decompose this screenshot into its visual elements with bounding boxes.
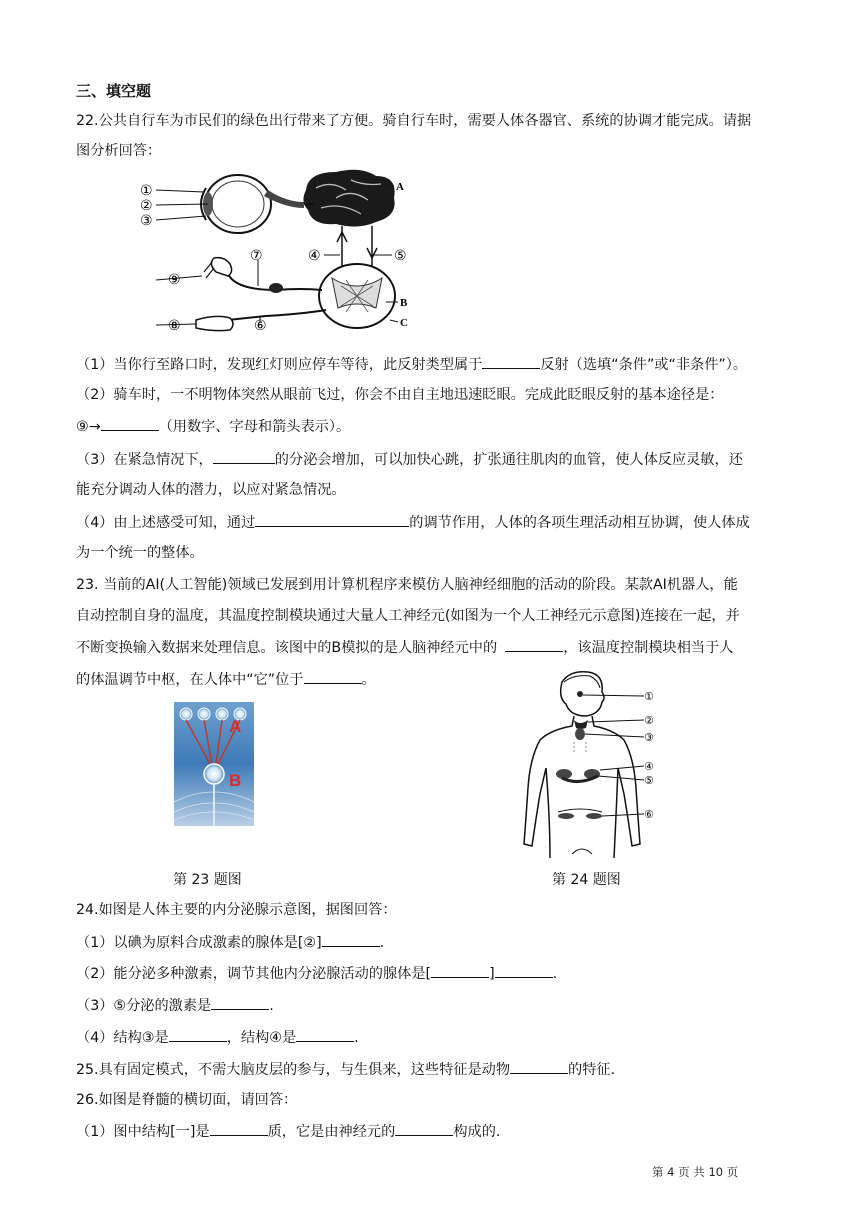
fig23-label-A: A — [229, 717, 242, 736]
q22-part4-line2: 为一个统一的整体。 — [76, 545, 204, 561]
fig24-label-6: ⑥ — [644, 808, 654, 821]
fig24-label-1: ① — [644, 690, 654, 703]
fig22-label-6: ⑥ — [254, 318, 267, 334]
q24-part4: （4）结构③是 ，结构④是 . — [76, 1027, 788, 1048]
fig22-label-C: C — [400, 317, 408, 329]
fig24-label-4: ④ — [644, 760, 654, 773]
fig24-label-3: ③ — [644, 731, 654, 744]
q22-part4-line1: （4）由上述感受可知，通过 的调节作用，人体的各项生理活动相互协调，使人体成 — [76, 512, 788, 533]
q22-part3-line1: （3）在紧急情况下， 的分泌会增加，可以加快心跳，扩张通往肌肉的血管，使人体反应灵敏，还 — [76, 449, 788, 470]
q25-line: 25.具有固定模式，不需大脑皮层的参与，与生俱来，这些特征是动物 的特征. — [76, 1059, 788, 1080]
q22-part2-line1: （2）骑车时，一不明物体突然从眼前飞过，你会不由自主地迅速眨眼。完成此眨眼反射的基本途径是： — [76, 387, 724, 403]
fig23-label-B: B — [229, 771, 242, 790]
endocrine-glands-figure — [510, 668, 688, 860]
q23-caption: 第 23 题图 — [173, 872, 242, 888]
q24-part2: （2）能分泌多种激素，调节其他内分泌腺活动的腺体是[ ] . — [76, 963, 788, 984]
fig24-label-2: ② — [644, 714, 654, 727]
fig24-label-5: ⑤ — [644, 774, 654, 787]
fig22-label-7: ⑦ — [250, 248, 263, 264]
fig22-label-1: ① — [140, 183, 153, 199]
q23-line2: 自动控制自身的温度，其温度控制模块通过大量人工神经元(如图为一个人工神经元示意图)连接在一起，并 — [76, 608, 740, 624]
q23-line4: 的体温调节中枢，在人体中“它”位于 。 — [76, 669, 788, 690]
q26-part1: （1）图中结构[一]是 质，它是由神经元的 构成的. — [76, 1121, 788, 1142]
q22-part3-line2: 能充分调动人体的潜力，以应对紧急情况。 — [76, 482, 346, 498]
fig22-label-B: B — [400, 297, 408, 309]
fig22-label-2: ② — [140, 198, 153, 214]
q24-part1: （1）以碘为原料合成激素的腺体是[②] . — [76, 932, 788, 953]
q26-intro: 26.如图是脊髓的横切面，请回答： — [76, 1092, 298, 1108]
section-heading: 三、填空题 — [76, 82, 152, 100]
fig22-label-A: A — [396, 181, 404, 193]
fig22-label-5: ⑤ — [394, 248, 407, 264]
page-footer: 第 4 页 共 10 页 — [652, 1165, 739, 1179]
q24-part3: （3）⑤分泌的激素是 . — [76, 995, 788, 1016]
fig22-label-8: ⑧ — [168, 318, 181, 334]
q24-intro: 24.如图是人体主要的内分泌腺示意图，据图回答： — [76, 902, 397, 918]
fig22-label-4: ④ — [308, 248, 321, 264]
artificial-neuron-figure — [174, 702, 254, 826]
q23-line1: 23. 当前的AI(人工智能)领域已发展到用计算机程序来模仿人脑神经细胞的活动的阶段。某款AI机器人，能 — [76, 577, 738, 593]
q22-part2-line2: ⑨→ （用数字、字母和箭头表示）。 — [76, 416, 788, 437]
q22-part1: （1）当你行至路口时，发现红灯则应停车等待，此反射类型属于 反射（选填“条件”或“非条件”）。 — [76, 354, 788, 375]
q22-intro-line1: 22.公共自行车为市民们的绿色出行带来了方便。骑自行车时，需要人体各器官、系统的协调才能完成。请据 — [76, 113, 752, 129]
reflex-arc-figure — [136, 168, 436, 344]
fig22-label-9: ⑨ — [168, 272, 181, 288]
fig22-label-3: ③ — [140, 213, 153, 229]
q23-line3: 不断变换输入数据来处理信息。该图中的B模拟的是人脑神经元中的 ，该温度控制模块相当于人 — [76, 637, 788, 658]
q22-intro-line2: 图分析回答： — [76, 143, 162, 159]
q24-caption: 第 24 题图 — [552, 872, 621, 888]
